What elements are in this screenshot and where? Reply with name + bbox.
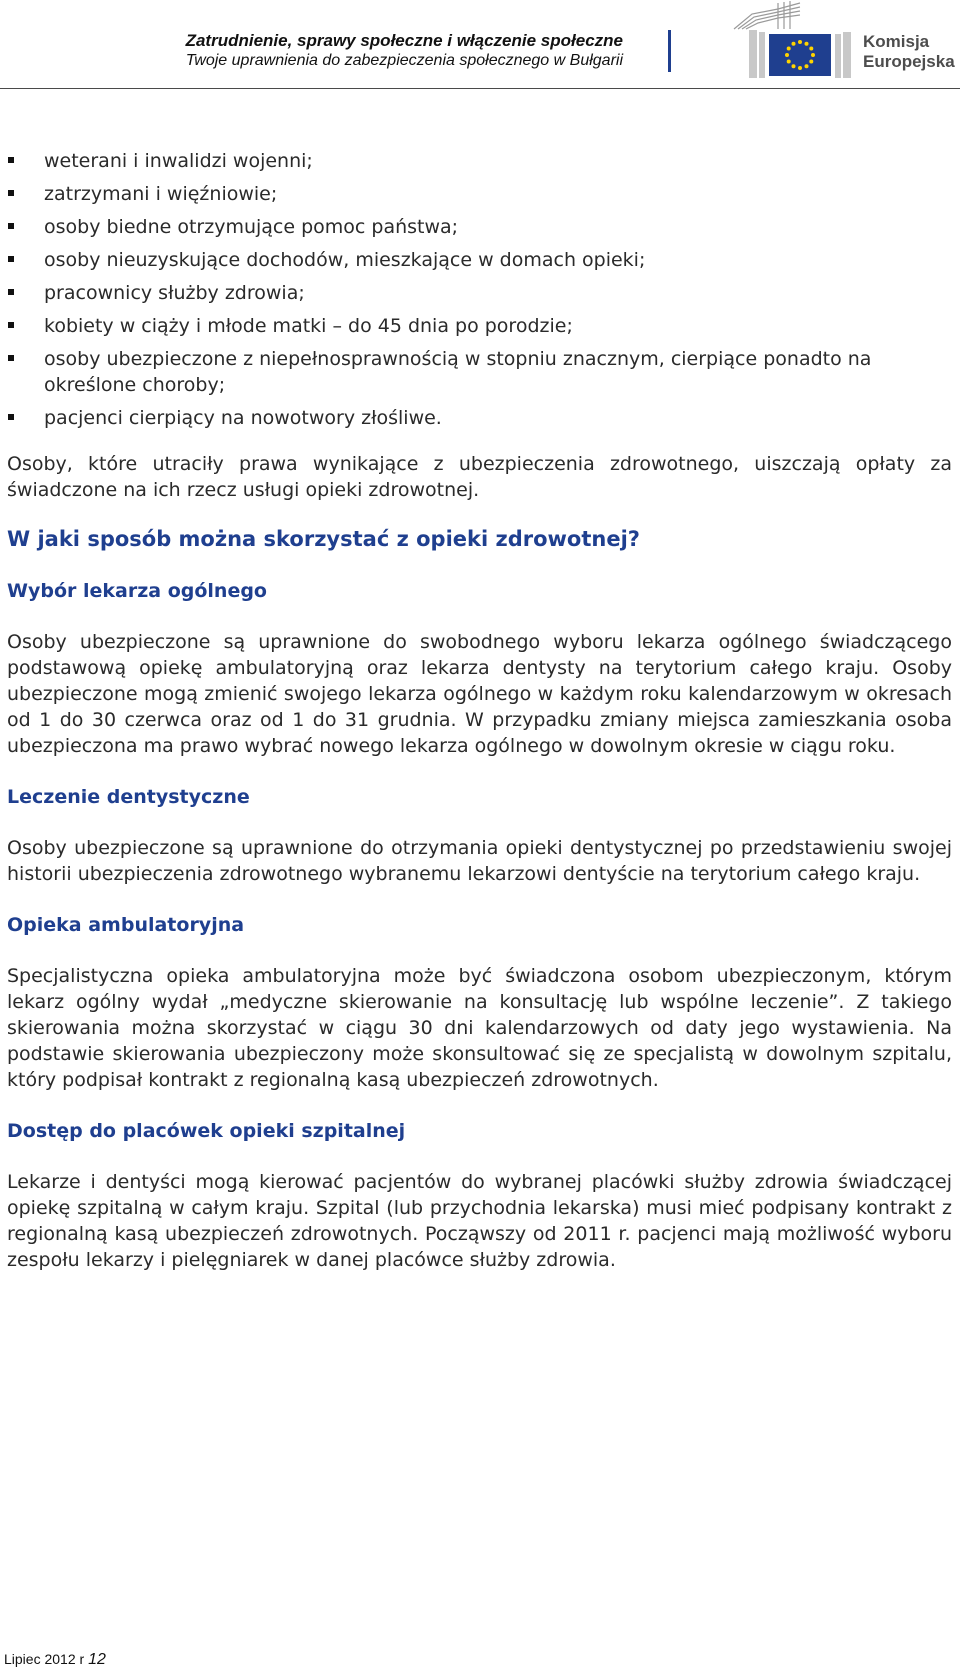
- header-subtitle: Twoje uprawnienia do zabezpieczenia społecznego w Bułgarii: [185, 52, 623, 69]
- page-number: 12: [88, 1651, 106, 1668]
- bullet-square-icon: [8, 355, 14, 361]
- header-title: Zatrudnienie, sprawy społeczne i włączenie społeczne: [185, 31, 623, 50]
- bullet-square-icon: [8, 414, 14, 420]
- header-divider: [668, 30, 671, 72]
- list-item: [7, 405, 952, 431]
- commission-name-line1: Komisja: [863, 32, 930, 51]
- header-text: [186, 31, 623, 70]
- bullet-square-icon: [8, 223, 14, 229]
- page-header: [0, 0, 960, 89]
- list-item-text: weterani i inwalidzi wojenni;: [44, 150, 313, 172]
- list-item-text: osoby biedne otrzymujące pomoc państwa;: [44, 216, 459, 238]
- paragraph-hospital: Lekarze i dentyści mogą kierować pacjentów do wybranej placówki służby zdrowia świadczącej opiekę szpitalną w całym kraju. Szpital (lub przychodnia lekarska) musi mieć podpisany kontrakt z regionalną kasą ubezpieczeń zdrowotnych. Począwszy od 2011 r. pacjenci mają możliwość wyboru zespołu lekarzy i pielęgniarek w danej placówce służby zdrowia.: [7, 1171, 952, 1271]
- bullet-square-icon: [8, 289, 14, 295]
- paragraph-dental: Osoby ubezpieczone są uprawnione do otrzymania opieki dentystycznej po przedstawieniu swojej historii ubezpieczenia zdrowotnego wybranemu lekarzowi dentyście na terytorium całego kraju.: [7, 837, 952, 885]
- page-footer: [4, 1651, 106, 1668]
- bullet-square-icon: [8, 322, 14, 328]
- heading-outpatient: Opieka ambulatoryjna: [7, 914, 245, 936]
- bullet-square-icon: [8, 157, 14, 163]
- footer-date: Lipiec 2012 r: [4, 1651, 85, 1667]
- bullet-square-icon: [8, 190, 14, 196]
- paragraph-outpatient: Specjalistyczna opieka ambulatoryjna może być świadczona osobom ubezpieczonym, którym lekarz ogólny wydał „medyczne skierowanie na konsultację lub wspólne leczenie”. Z takiego skierowania można skorzystać w ciągu 30 dni kalendarzowych od daty jego wystawienia. Na podstawie skierowania ubezpieczony może skonsultować się ze specjalistą w dowolnym szpitalu, który podpisał kontrakt z regionalną kasą ubezpieczeń zdrowotnych.: [7, 965, 952, 1091]
- list-item-text: kobiety w ciąży i młode matki – do 45 dnia po porodzie;: [44, 315, 573, 337]
- list-item-text: zatrzymani i więźniowie;: [44, 183, 278, 205]
- list-item-text: pracownicy służby zdrowia;: [44, 282, 305, 304]
- list-item: [7, 346, 952, 398]
- bullet-square-icon: [8, 256, 14, 262]
- commission-name-line2: Europejska: [863, 52, 955, 71]
- list-item-text: osoby ubezpieczone z niepełnosprawnością w stopniu znacznym, cierpiące ponadto na określone choroby;: [44, 348, 872, 396]
- heading-hospital: Dostęp do placówek opieki szpitalnej: [7, 1120, 406, 1142]
- list-item: [7, 181, 952, 207]
- eu-flag-icon: [749, 30, 853, 78]
- list-item: [7, 214, 952, 240]
- eligibility-list: [7, 148, 952, 431]
- heading-gp-choice: Wybór lekarza ogólnego: [7, 580, 267, 602]
- list-item-text: pacjenci cierpiący na nowotwory złośliwe.: [44, 407, 442, 429]
- paragraph-fees: Osoby, które utraciły prawa wynikające z ubezpieczenia zdrowotnego, uiszczają opłaty za świadczone na ich rzecz usługi opieki zdrowotnej.: [7, 453, 952, 501]
- document-body: [7, 148, 952, 1273]
- list-item-text: osoby nieuzyskujące dochodów, mieszkające w domach opieki;: [44, 249, 646, 271]
- heading-dental: Leczenie dentystyczne: [7, 786, 250, 808]
- list-item: [7, 313, 952, 339]
- list-item: [7, 148, 952, 174]
- berlaymont-building-icon: [732, 0, 802, 30]
- paragraph-gp-choice: Osoby ubezpieczone są uprawnione do swobodnego wyboru lekarza ogólnego świadczącego podstawową opiekę ambulatoryjną oraz lekarza dentysty na terytorium całego kraju. Osoby ubezpieczone mogą zmienić swojego lekarza ogólnego w każdym roku kalendarzowym w okresach od 1 do 30 czerwca oraz od 1 do 31 grudnia. W przypadku zmiany miejsca zamieszkania osoba ubezpieczona ma prawo wybrać nowego lekarza ogólnego w dowolnym okresie w ciągu roku.: [7, 631, 952, 757]
- section-heading: W jaki sposób można skorzystać z opieki zdrowotnej?: [7, 527, 640, 551]
- list-item: [7, 280, 952, 306]
- list-item: [7, 247, 952, 273]
- commission-name: [863, 32, 955, 72]
